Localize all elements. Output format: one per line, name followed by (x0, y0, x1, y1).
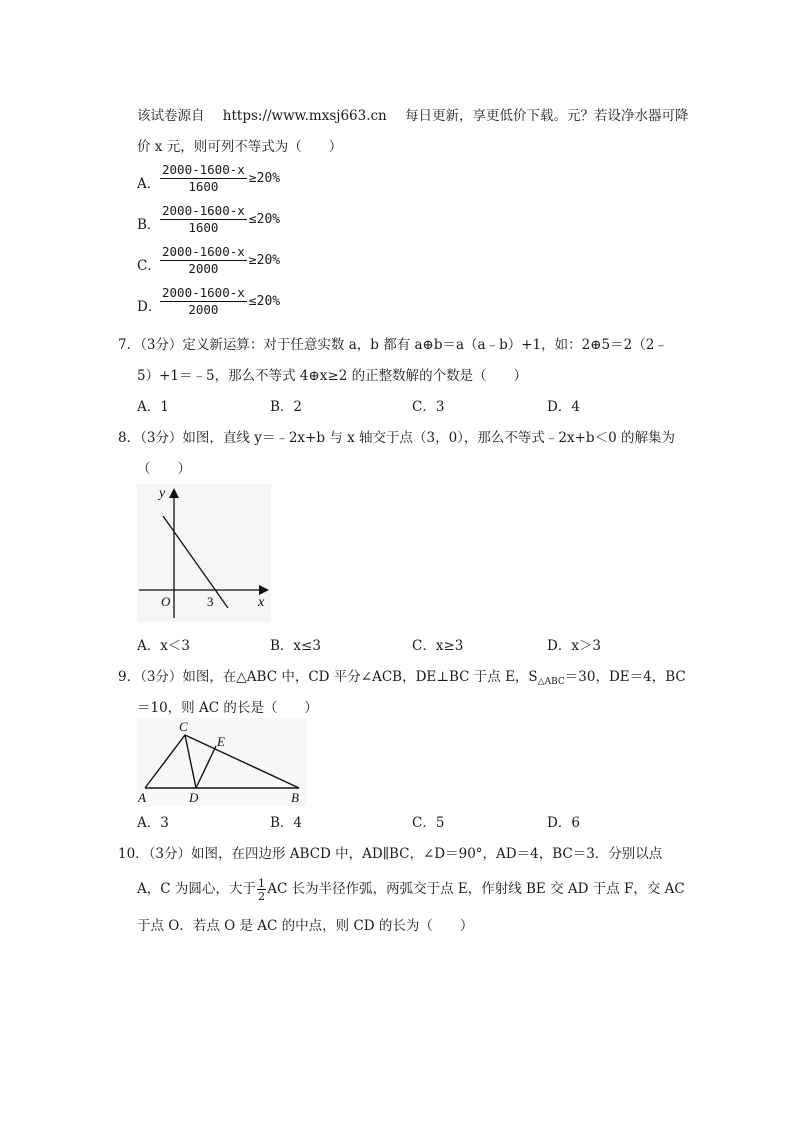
q8-choices (137, 634, 617, 652)
x-axis-label: x (258, 595, 265, 610)
q10-stem-line3: 于点 O．若点 O 是 AC 的中点，则 CD 的长为（ ） (137, 918, 474, 934)
q9-stem-line1 (118, 665, 686, 687)
option-fraction (160, 162, 280, 195)
header-line (137, 104, 689, 124)
area-subscript: △ABC (537, 677, 565, 687)
choice-b[interactable]: B．x≤3 (270, 638, 321, 654)
choice-c[interactable]: C．x≥3 (412, 638, 464, 654)
q10-stem-line1: 10．（3分）如图，在四边形 ABCD 中，AD∥BC，∠D＝90°，AD＝4，BC＝3．分别以点 (118, 846, 663, 862)
q8-stem-line1: 8．（3分）如图，直线 y＝﹣2x+b 与 x 轴交于点（3，0），那么不等式﹣2x+b＜0 的解集为 (118, 430, 675, 446)
option-fraction (160, 285, 280, 318)
choice-b[interactable]: B．4 (270, 815, 303, 831)
numerator: 2000-1600-x (162, 285, 245, 300)
numerator: 2000-1600-x (162, 203, 245, 218)
q7-stem-line2: 5）+1＝﹣5，那么不等式 4⊕x≥2 的正整数解的个数是（ ） (137, 368, 528, 384)
q10-stem-line2 (137, 877, 685, 902)
q10-line2-part-a: A，C 为圆心，大于 (137, 881, 256, 897)
option-fraction (160, 244, 280, 277)
q6-stem-line2: 价 x 元，则可列不等式为（ ） (137, 139, 343, 155)
choice-a[interactable]: A．x＜3 (137, 638, 190, 654)
source-url[interactable]: https://www.mxsj663.cn (222, 108, 387, 124)
choice-c[interactable]: C．3 (412, 399, 445, 415)
origin-label: O (161, 594, 171, 609)
q10-line2-part-b: AC 长为半径作弧，两弧交于点 E，作射线 BE 交 AD 于点 F，交 AC (267, 881, 685, 897)
choice-a[interactable]: A．3 (137, 815, 169, 831)
denominator: 2000 (188, 302, 219, 317)
q9-stem-part-b: ＝30，DE＝4，BC (564, 669, 686, 685)
label-c: C (179, 719, 188, 734)
option-label: A． (137, 176, 161, 192)
option-label: B． (137, 217, 161, 233)
label-a: A (138, 790, 146, 805)
source-left: 该试卷源自 (137, 108, 205, 124)
half-denominator: 2 (257, 889, 266, 903)
q7-choices (137, 395, 617, 413)
choice-c[interactable]: C．5 (412, 815, 445, 831)
relation: ≥20% (248, 171, 281, 186)
label-e: E (217, 734, 225, 749)
option-fraction (160, 203, 280, 236)
numerator: 2000-1600-x (162, 162, 245, 177)
relation: ≥20% (248, 253, 281, 268)
q7-stem-line1: 7．（3分）定义新运算：对于任意实数 a，b 都有 a⊕b＝a（a﹣b）+1，如：2⊕5＝2（2﹣ (118, 337, 668, 353)
source-right: 每日更新，享更低价下载。元？若设净水器可降 (405, 108, 689, 124)
choice-d[interactable]: D．4 (547, 399, 580, 415)
choice-d[interactable]: D．x＞3 (547, 638, 602, 654)
choice-a[interactable]: A．1 (137, 399, 169, 415)
choice-d[interactable]: D．6 (547, 815, 580, 831)
denominator: 1600 (188, 179, 219, 194)
q8-graph-figure (137, 484, 271, 622)
half-numerator: 1 (257, 876, 266, 890)
q9-stem-part-a: 9．（3分）如图，在△ABC 中，CD 平分∠ACB，DE⊥BC 于点 E，S (118, 669, 538, 685)
option-label: D． (137, 299, 162, 315)
q9-stem-line2: ＝10，则 AC 的长是（ ） (137, 700, 318, 716)
denominator: 2000 (188, 261, 219, 276)
q9-triangle-figure (137, 718, 307, 806)
one-half-fraction (257, 877, 266, 902)
y-axis-label: y (159, 486, 166, 501)
label-b: B (291, 790, 299, 805)
q8-stem-line2: （ ） (137, 461, 191, 477)
denominator: 1600 (188, 220, 219, 235)
tick-label-3: 3 (207, 594, 214, 609)
q9-choices (137, 811, 617, 829)
numerator: 2000-1600-x (162, 244, 245, 259)
relation: ≤20% (248, 212, 281, 227)
label-d: D (189, 790, 199, 805)
option-label: C． (137, 258, 161, 274)
choice-b[interactable]: B．2 (270, 399, 303, 415)
relation: ≤20% (248, 294, 281, 309)
